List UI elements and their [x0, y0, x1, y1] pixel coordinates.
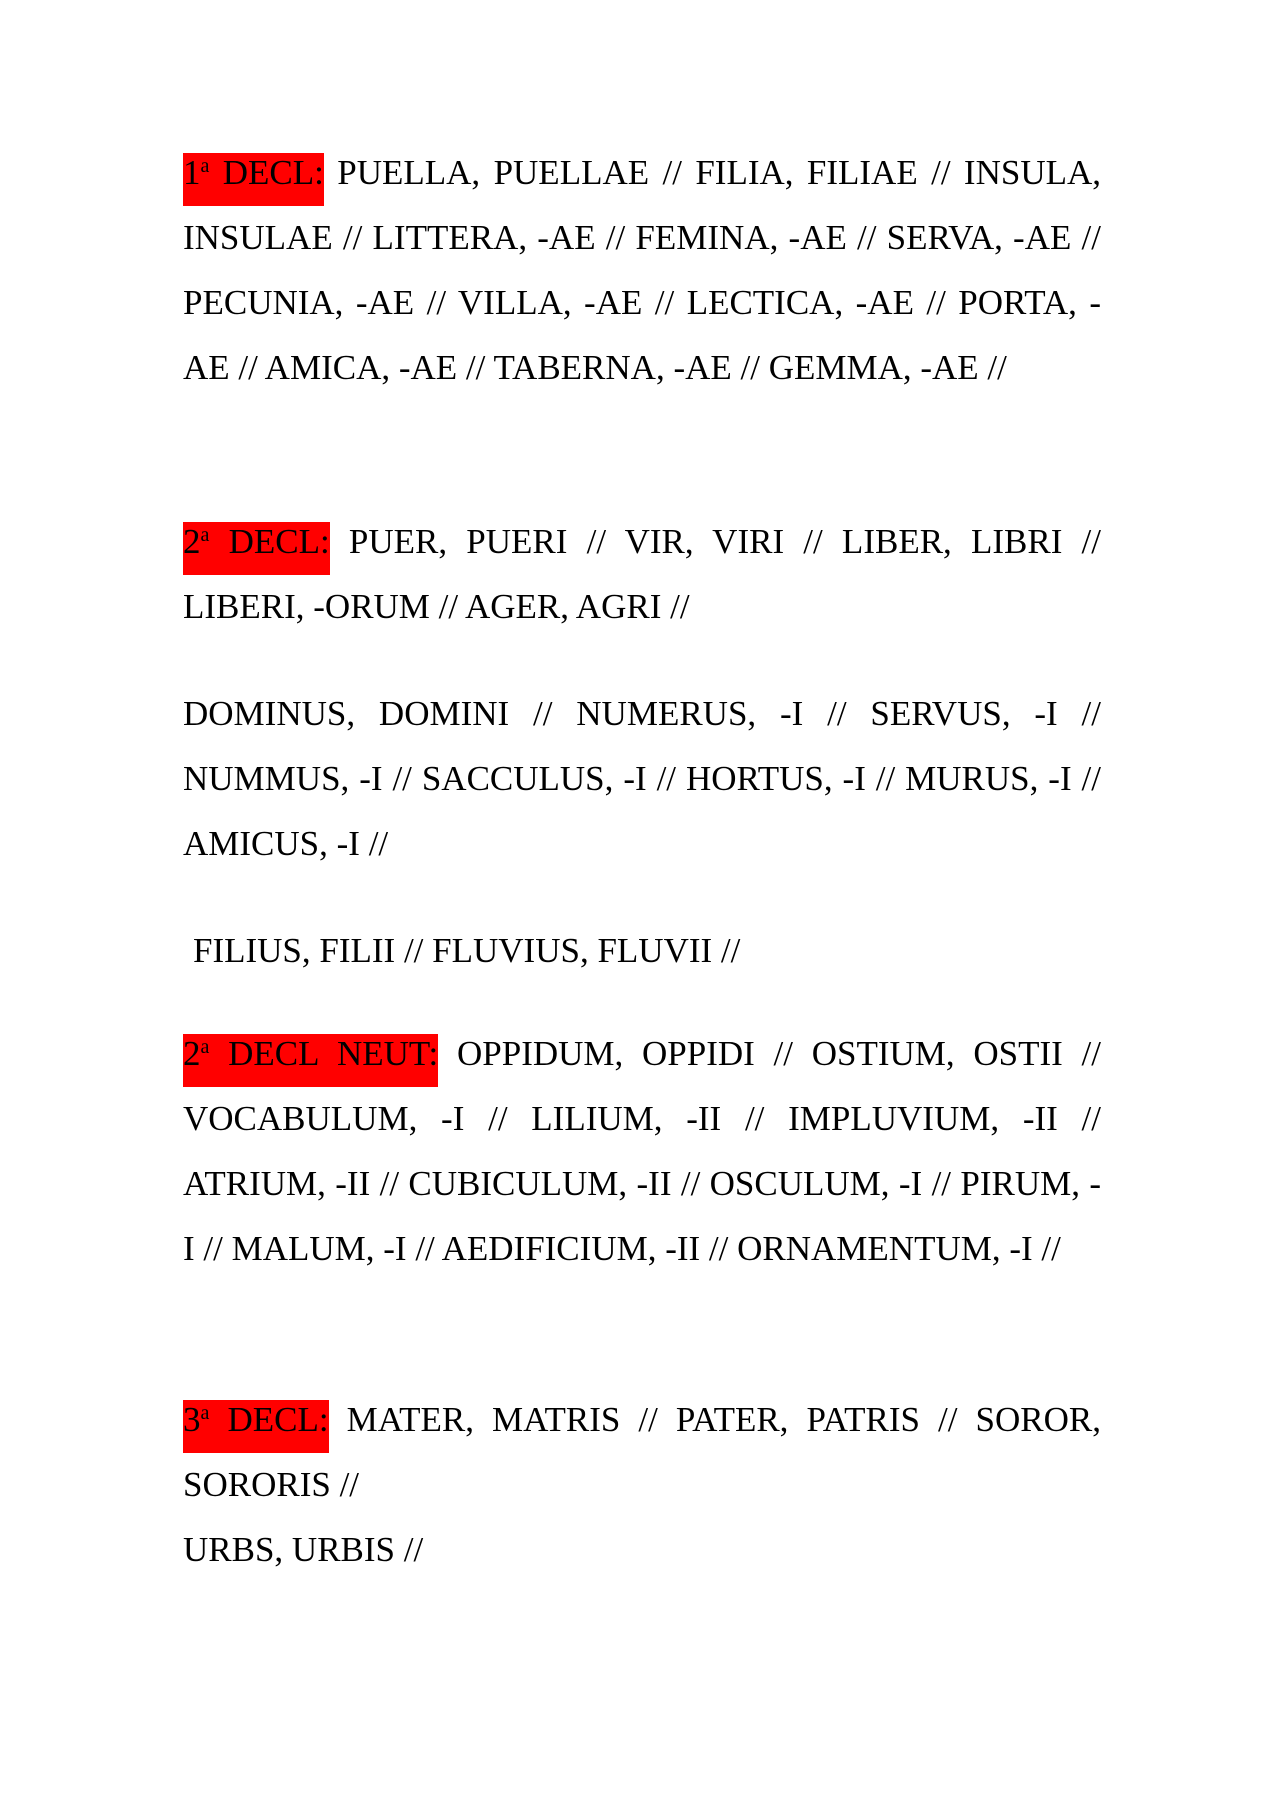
paragraph-second-declension-neuter: [183, 1021, 1101, 1281]
paragraph-body: PUER, PUERI // VIR, VIRI // LIBER, LIBRI // LIBERI, -ORUM // AGER, AGRI //: [183, 522, 1101, 626]
paragraph-body: FILIUS, FILII // FLUVIUS, FLUVII //: [193, 931, 741, 970]
paragraph-second-declension: [183, 509, 1101, 639]
label-number: 2: [183, 522, 201, 561]
highlight-label-second-declension: [183, 522, 330, 575]
paragraph-second-declension-ius: [193, 918, 1111, 983]
label-text: DECL:: [209, 1400, 329, 1439]
label-number: 3: [183, 1400, 201, 1439]
label-text: DECL:: [209, 522, 330, 561]
paragraph-body: PUELLA, PUELLAE // FILIA, FILIAE // INSULA, INSULAE // LITTERA, -AE // FEMINA, -AE // SERVA, -AE // PECUNIA, -AE // VILLA, -AE // LECTICA, -AE // PORTA, -AE // AMICA, -AE // TABERNA, -AE // GEMMA, -AE //: [183, 153, 1102, 387]
highlight-label-second-declension-neuter: [183, 1034, 438, 1087]
paragraph-body: OPPIDUM, OPPIDI // OSTIUM, OSTII // VOCABULUM, -I // LILIUM, -II // IMPLUVIUM, -II // ATRIUM, -II // CUBICULUM, -II // OSCULUM, -I // PIRUM, -I // MALUM, -I // AEDIFICIUM, -II // ORNAMENTUM, -I //: [183, 1034, 1102, 1268]
paragraph-body-line-2: URBS, URBIS //: [183, 1530, 424, 1569]
label-text: DECL:: [209, 153, 324, 192]
label-superscript: a: [200, 524, 210, 546]
paragraph-body: DOMINUS, DOMINI // NUMERUS, -I // SERVUS, -I // NUMMUS, -I // SACCULUS, -I // HORTUS, -I // MURUS, -I // AMICUS, -I //: [183, 694, 1101, 863]
paragraph-first-declension: [183, 140, 1101, 400]
paragraph-body: MATER, MATRIS // PATER, PATRIS // SOROR, SORORIS //: [183, 1400, 1101, 1504]
label-number: 2: [183, 1034, 201, 1073]
label-superscript: a: [200, 1036, 210, 1058]
label-text: DECL NEUT:: [209, 1034, 439, 1073]
highlight-label-third-declension: [183, 1400, 329, 1453]
label-superscript: a: [200, 1402, 210, 1424]
paragraph-second-declension-us: [183, 681, 1101, 876]
highlight-label-first-declension: [183, 153, 324, 206]
label-number: 1: [183, 153, 201, 192]
paragraph-third-declension: [183, 1387, 1101, 1582]
label-superscript: a: [200, 155, 210, 177]
